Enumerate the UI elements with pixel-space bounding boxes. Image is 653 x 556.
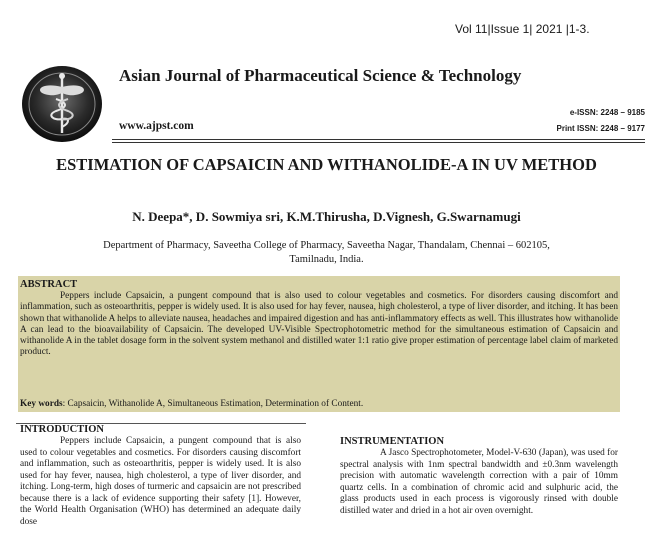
keywords-label: Key words [20,399,63,409]
keywords-list: : Capsaicin, Withanolide A, Simultaneous Estimation, Determination of Content. [62,399,364,409]
header-rule-thin [112,142,645,143]
article-title: ESTIMATION OF CAPSAICIN AND WITHANOLIDE-A IN UV METHOD [56,155,597,174]
instrumentation-heading: INSTRUMENTATION [340,436,445,447]
keywords [20,399,363,409]
print-issn: Print ISSN: 2248 – 9177 [556,124,645,133]
instrumentation-text: A Jasco Spectrophotometer, Model-V-630 (Japan), was used for spectral analysis with 1nm spectral bandwidth and ±0.3nm wavelength precision with automatic wavelength correction with a pair of 10mm quartz cells. In a combination of chromic acid and sulphuric acid, the glass products used in each process is vigorously rinsed with double distilled water and dried in a hot air oven overnight. [340,448,618,516]
journal-website-link[interactable]: www.ajpst.com [119,120,194,132]
abstract-heading: ABSTRACT [20,279,78,290]
introduction-text: Peppers include Capsaicin, a pungent compound that is also used to colour vegetables and cosmetics. For disorders causing discomfort and inflammation, such as osteoarthritis, pepper is widely used. It is also used for hay fever, nausea, high cholesterol, a type of liver disorder, and itching. Long-term, high doses of turmeric and capsaicin are not prescribed because there is a lack of evidence supporting their safety [1]. However, the World Health Organisation (WHO) has determined an adequate daily dose [20,436,301,527]
volume-info: Vol 11|Issue 1| 2021 |1-3. [455,22,590,36]
abstract-text: Peppers include Capsaicin, a pungent compound that is also used to colour vegetables and cosmetics. For disorders causing discomfort and inflammation, such as osteoarthritis, pepper is widely used. It is also used for hay fever, nausea, high cholesterol, a type of liver disorder, and itching. It has been shown that withanolide A helps to alleviate nausea, headaches and impaired digestion and has anti-inflammatory effects as well. This illustrates how withanolide A can lead to the bioavailability of Capsaicin. The developed UV-Visible Spectrophotometric method for the simultaneous estimation of Capsaicin and withanolide A in the tablet dosage form in the solvent system methanol and distilled water 1:1 ratio give proper estimation of percentage label claim of marketed product. [20,291,618,358]
eissn: e-ISSN: 2248 – 9185 [569,108,645,117]
header-rule [112,139,645,140]
journal-name: Asian Journal of Pharmaceutical Science & Technology [119,66,522,85]
article-authors: N. Deepa*, D. Sowmiya sri, K.M.Thirusha, D.Vignesh, G.Swarnamugi [132,209,521,224]
author-affiliation: Department of Pharmacy, Saveetha College of Pharmacy, Saveetha Nagar, Thandalam, Chennai – 602105, Tamilnadu, India. [103,240,550,265]
caduceus-logo-icon [21,63,103,145]
introduction-heading: INTRODUCTION [20,424,105,435]
